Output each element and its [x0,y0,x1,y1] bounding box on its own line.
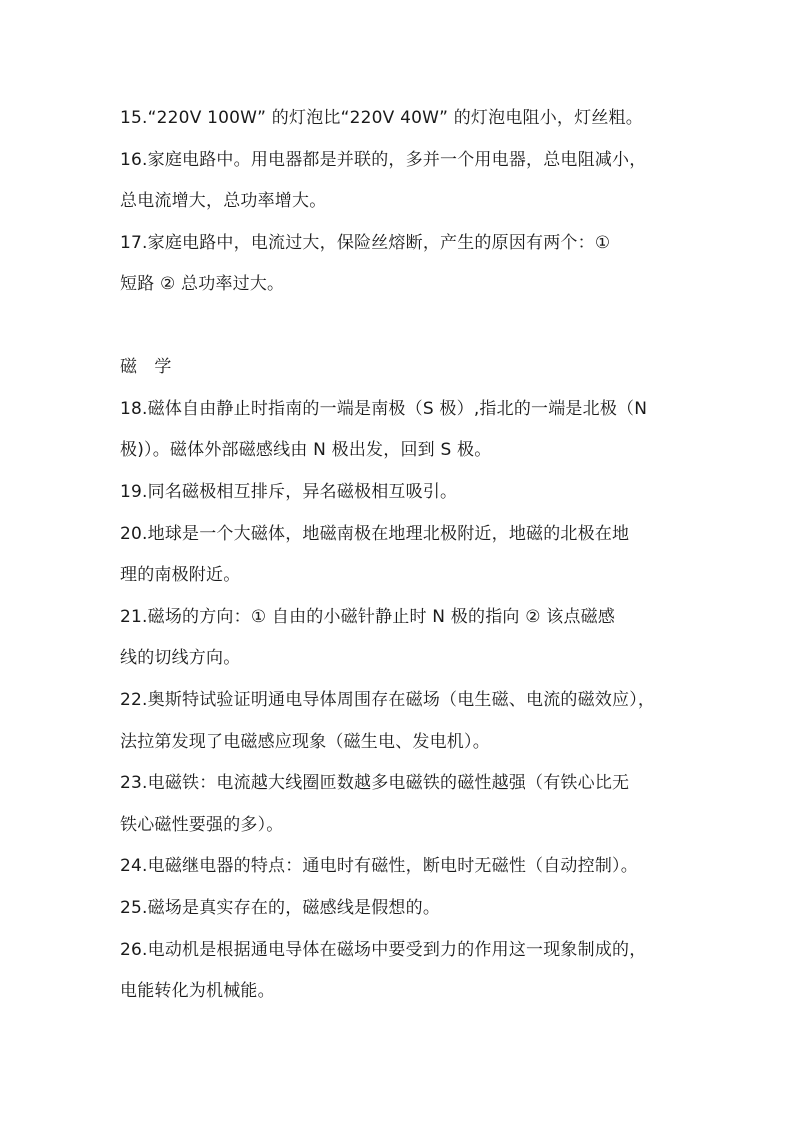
item-22-line-1: 22.奥斯特试验证明通电导体周围存在磁场（电生磁、电流的磁效应）， [120,690,656,710]
item-20-line-1: 20.地球是一个大磁体，地磁南极在地理北极附近，地磁的北极在地 [120,524,630,544]
item-18-line-1: 18.磁体自由静止时指南的一端是南极（S 极）,指北的一端是北极（N [120,399,648,419]
item-17-line-1: 17.家庭电路中，电流过大，保险丝熔断，产生的原因有两个：① [120,233,611,253]
item-16-line-2: 总电流增大，总功率增大。 [120,191,327,211]
item-24-line-1: 24.电磁继电器的特点：通电时有磁性，断电时无磁性（自动控制）。 [120,856,638,876]
item-23-line-2: 铁心磁性要强的多）。 [120,815,284,835]
item-25-line-1: 25.磁场是真实存在的，磁感线是假想的。 [120,898,441,918]
item-18-line-2: 极)）。磁体外部磁感线由 N 极出发，回到 S 极。 [120,440,492,460]
item-23-line-1: 23.电磁铁：电流越大线圈匝数越多电磁铁的磁性越强（有铁心比无 [120,773,630,793]
item-22-line-2: 法拉第发现了电磁感应现象（磁生电、发电机）。 [120,732,490,752]
item-15-line-1: 15.“220V 100W” 的灯泡比“220V 40W” 的灯泡电阻小，灯丝粗。 [120,108,643,128]
item-26-line-1: 26.电动机是根据通电导体在磁场中要受到力的作用这一现象制成的， [120,940,647,960]
item-19-line-1: 19.同名磁极相互排斥，异名磁极相互吸引。 [120,482,458,502]
item-20-line-2: 理的南极附近。 [120,565,241,585]
item-21-line-2: 线的切线方向。 [120,648,241,668]
section-title: 磁 学 [120,357,178,377]
item-17-line-2: 短路 ② 总功率过大。 [120,274,285,294]
item-26-line-2: 电能转化为机械能。 [120,981,275,1001]
item-16-line-1: 16.家庭电路中。用电器都是并联的，多并一个用电器，总电阻减小， [120,150,647,170]
item-21-line-1: 21.磁场的方向：① 自由的小磁针静止时 N 极的指向 ② 该点磁感 [120,607,616,627]
